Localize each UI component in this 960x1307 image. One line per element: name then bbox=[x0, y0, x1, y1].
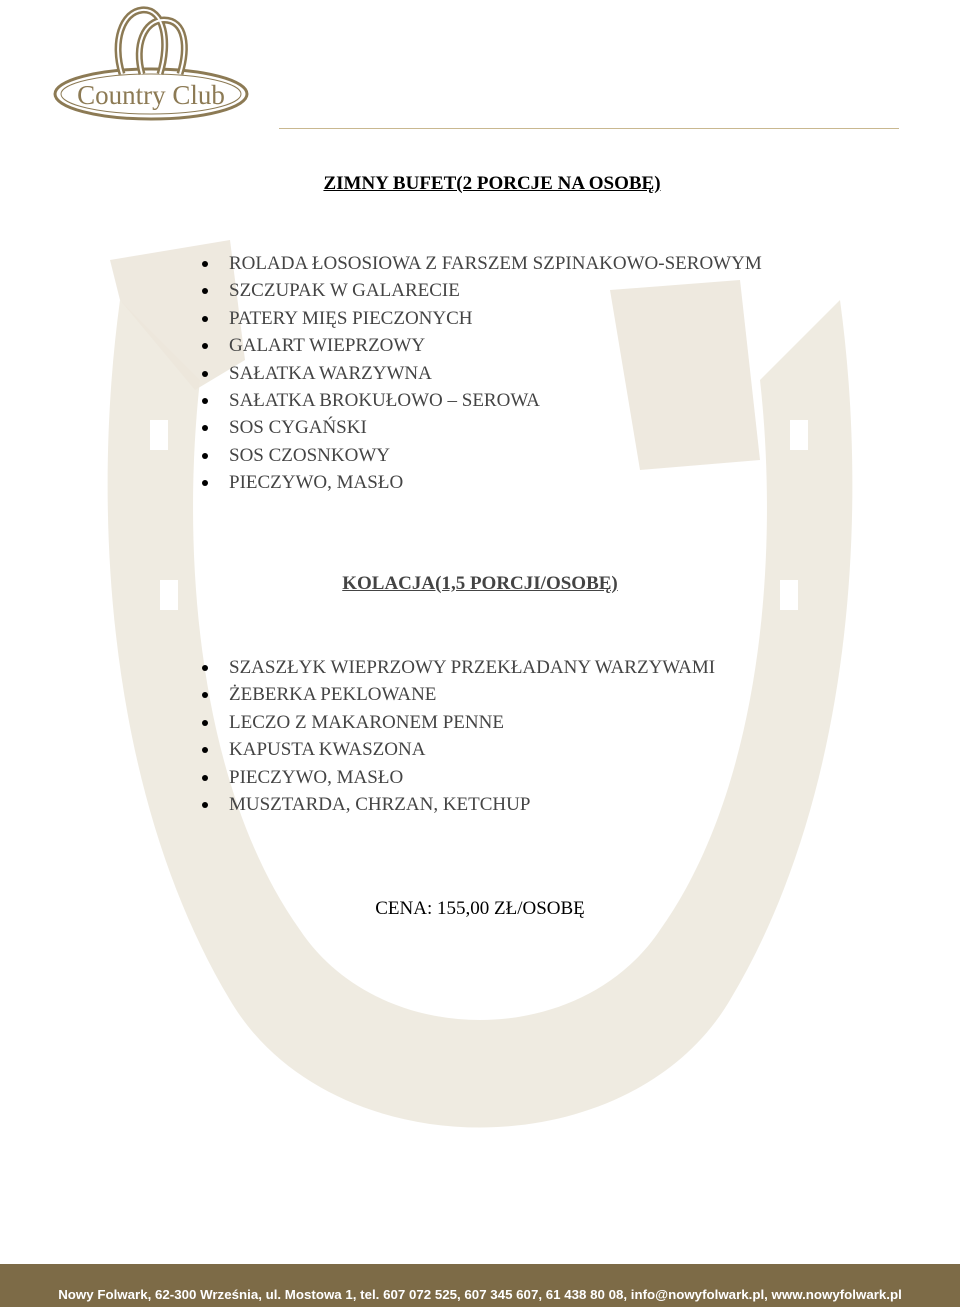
list-item: SAŁATKA BROKUŁOWO – SEROWA bbox=[229, 387, 762, 414]
supper-list bbox=[229, 654, 715, 818]
list-item: LECZO Z MAKARONEM PENNE bbox=[229, 709, 715, 736]
list-item: SOS CZOSNKOWY bbox=[229, 442, 762, 469]
header-divider bbox=[279, 128, 899, 129]
logo-text: Country Club bbox=[77, 80, 225, 110]
list-item: GALART WIEPRZOWY bbox=[229, 332, 762, 359]
list-item: ROLADA ŁOSOSIOWA Z FARSZEM SZPINAKOWO-SEROWYM bbox=[229, 250, 762, 277]
cold-buffet-list bbox=[229, 250, 762, 497]
list-item: PIECZYWO, MASŁO bbox=[229, 764, 715, 791]
section-title-cold-buffet: ZIMNY BUFET(2 PORCJE NA OSOBĘ) bbox=[323, 173, 661, 194]
list-item: PATERY MIĘS PIECZONYCH bbox=[229, 305, 762, 332]
section-title-supper: KOLACJA(1,5 PORCJI/OSOBĘ) bbox=[342, 573, 618, 594]
footer-contact: Nowy Folwark, 62-300 Września, ul. Mostowa 1, tel. 607 072 525, 607 345 607, 61 438 80 08, info@nowyfolwark.pl, www.nowyfolwark.pl bbox=[58, 1287, 902, 1302]
list-item: KAPUSTA KWASZONA bbox=[229, 736, 715, 763]
list-item: SZCZUPAK W GALARECIE bbox=[229, 277, 762, 304]
list-item: SAŁATKA WARZYWNA bbox=[229, 360, 762, 387]
list-item: ŻEBERKA PEKLOWANE bbox=[229, 681, 715, 708]
country-club-logo bbox=[52, 2, 250, 122]
list-item: MUSZTARDA, CHRZAN, KETCHUP bbox=[229, 791, 715, 818]
footer-bar bbox=[0, 1264, 960, 1307]
list-item: PIECZYWO, MASŁO bbox=[229, 469, 762, 496]
price-per-person: CENA: 155,00 ZŁ/OSOBĘ bbox=[375, 898, 585, 919]
list-item: SZASZŁYK WIEPRZOWY PRZEKŁADANY WARZYWAMI bbox=[229, 654, 715, 681]
list-item: SOS CYGAŃSKI bbox=[229, 414, 762, 441]
